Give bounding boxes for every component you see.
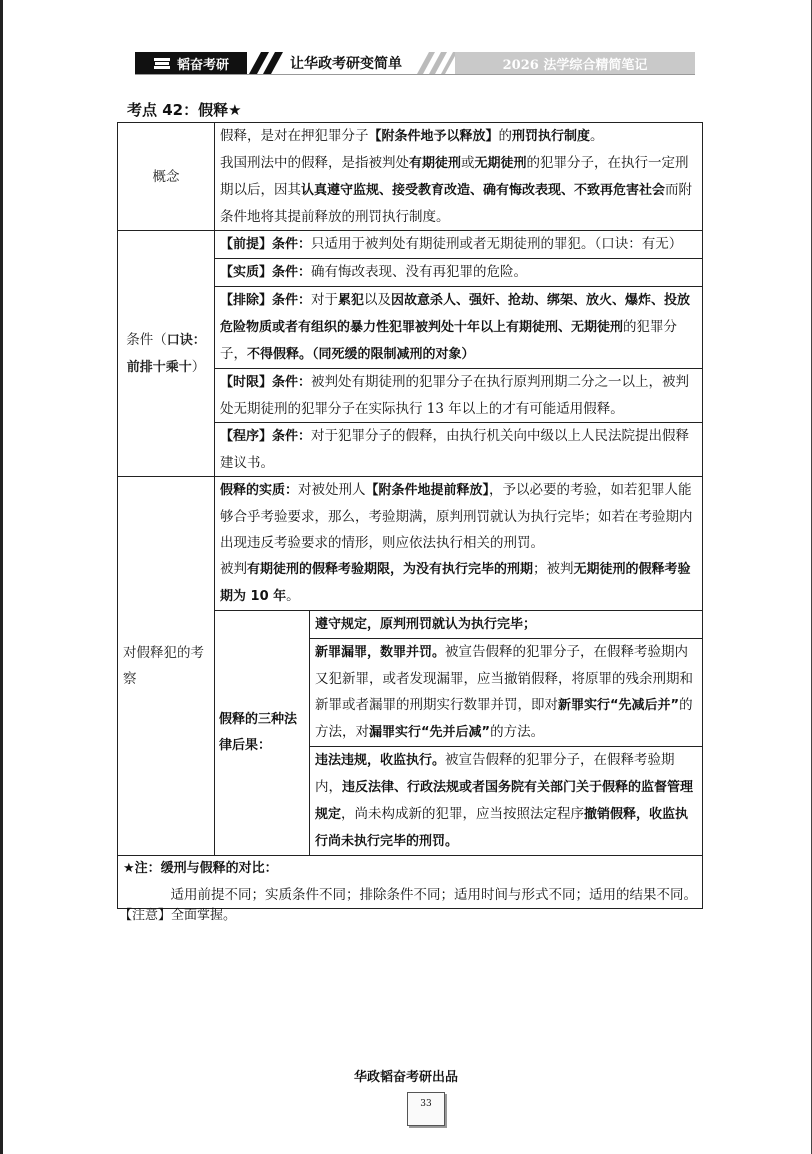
section-title: 考点 42：假释★	[127, 101, 242, 119]
premise-row	[118, 231, 703, 259]
time-limit-cell: 【时限】条件：被判处有期徒刑的犯罪分子在执行原判刑期二分之一以上，被判处无期徒刑的犯罪分子在实际执行 13 年以上的才有可能适用假释。	[215, 369, 703, 423]
footer-publisher: 华政韬奋考研出品	[353, 1070, 458, 1085]
consequence-1: 遵守规定，原判刑罚就认为执行完毕；	[310, 611, 703, 639]
premise-cell: 【前提】条件：只适用于被判处有期徒刑或者无期徒刑的罪犯。（口诀：有无）	[215, 231, 703, 259]
essence-paragraph: 假释的实质：对被处刑人【附条件地提前释放】，予以必要的考验，如若犯罪人能够合乎考验要求，那么，考验期满，原判刑罚就认为执行完毕；如若在考验期内出现违反考验要求的情形，则应依法执行相关的刑罚。	[220, 482, 693, 551]
concept-row	[118, 123, 703, 231]
logo-text: 韬奋考研	[176, 57, 229, 73]
header-rule	[135, 74, 695, 75]
page-header	[135, 52, 695, 74]
consequences-cell	[215, 611, 703, 856]
header-book-title: 2026 法学综合精简笔记	[455, 52, 695, 74]
comparison-title: ★注：缓刑与假释的对比：	[123, 861, 278, 876]
concept-line-1: 假释，是对在押犯罪分子【附条件地予以释放】的刑罚执行制度。	[220, 128, 604, 144]
header-slogan: 让华政考研变简单	[290, 56, 402, 72]
consequence-3: 违法违规，收监执行。被宣告假释的犯罪分子，在假释考验期内，违反法律、行政法规或者国务院有关部门关于假释的监督管理规定，尚未构成新的犯罪，应当按照法定程序撤销假释，收监执行尚未执行完毕的刑罚。	[315, 752, 694, 849]
conditions-label: 条件（口诀：前排十乘十）	[118, 231, 215, 477]
exclude-cell: 【排除】条件：对于累犯以及因故意杀人、强奸、抢劫、绑架、放火、爆炸、投放危险物质或者有组织的暴力性犯罪被判处十年以上有期徒刑、无期徒刑的犯罪分子，不得假释。（同死缓的限制减刑的对象）	[215, 287, 703, 369]
consequence-2: 新罪漏罪，数罪并罚。被宣告假释的犯罪分子，在假释考验期内又犯新罪，或者发现漏罪，应当撤销假释，将原罪的残余刑期和新罪或者漏罪的刑期实行数罪并罚，即对新罪实行“先减后并”的方法，对漏罪实行“先并后减”的方法。	[310, 639, 703, 747]
consequences-table	[215, 611, 702, 855]
concept-label: 概念	[118, 123, 215, 231]
procedure-cell: 【程序】条件：对于犯罪分子的假释，由执行机关向中级以上人民法院提出假释建议书。	[215, 423, 703, 477]
consequences-label: 假释的三种法律后果：	[215, 611, 310, 855]
comparison-row	[118, 856, 703, 909]
header-logo	[135, 52, 247, 74]
supervision-label: 对假释犯的考察	[118, 477, 215, 856]
comparison-text: 适用前提不同；实质条件不同；排除条件不同；适用时间与形式不同；适用的结果不同。	[170, 887, 697, 903]
page-number: 33	[407, 1092, 445, 1126]
footnote: 【注意】全面掌握。	[119, 908, 237, 923]
header-slash-decoration-2	[417, 52, 455, 74]
parole-table	[117, 122, 703, 909]
probation-period-paragraph: 被判有期徒刑的假释考验期限，为没有执行完毕的刑期；被判无期徒刑的假释考验期为 10 年。	[220, 561, 691, 604]
concept-content	[215, 123, 703, 231]
supervision-essence-cell	[215, 477, 703, 611]
supervision-row	[118, 477, 703, 611]
book-stack-icon	[153, 56, 171, 70]
header-slash-decoration	[249, 52, 287, 74]
comparison-cell	[118, 856, 703, 909]
concept-line-2: 我国刑法中的假释，是指被判处有期徒刑或无期徒刑的犯罪分子，在执行一定刑期以后，因其认真遵守监规、接受教育改造、确有悔改表现、不致再危害社会而附条件地将其提前释放的刑罚执行制度。	[220, 155, 693, 225]
substance-cell: 【实质】条件：确有悔改表现、没有再犯罪的危险。	[215, 259, 703, 287]
